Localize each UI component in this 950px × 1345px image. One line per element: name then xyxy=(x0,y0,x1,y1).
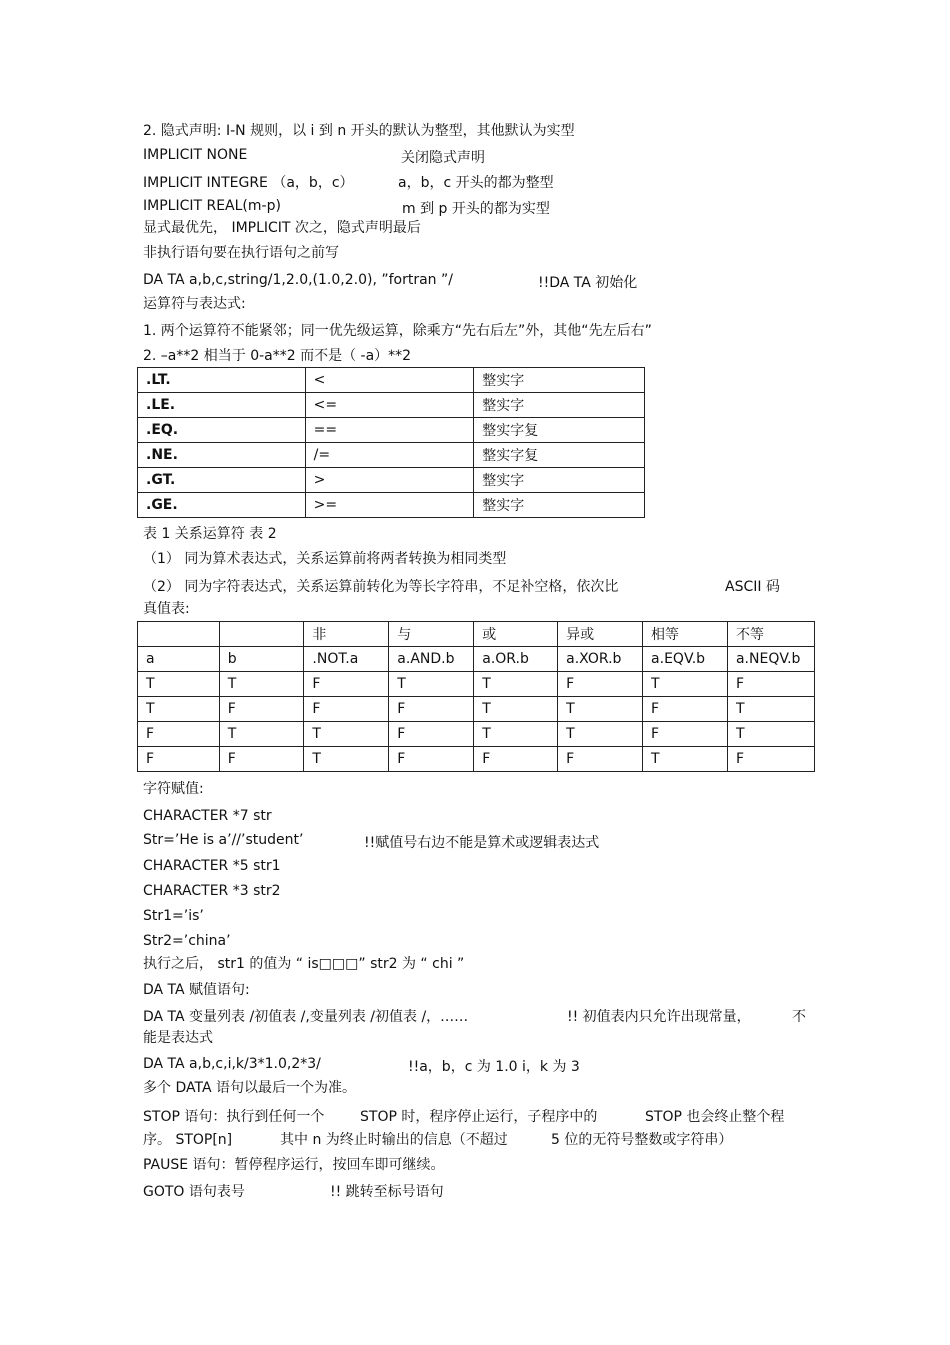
truth-cell: F xyxy=(727,672,814,697)
relational-operator-table xyxy=(137,367,645,518)
data-heading: DA TA 赋值语句: xyxy=(143,982,250,998)
operator-symbol-cell: > xyxy=(305,468,474,493)
truth-table-row xyxy=(138,672,815,697)
truth-cell: F xyxy=(643,722,728,747)
char-decl-3: CHARACTER *3 str2 xyxy=(143,883,281,899)
operator-rule-2: 2. –a**2 相当于 0-a**2 而不是（ -a）**2 xyxy=(143,348,412,364)
operator-keyword-cell: .EQ. xyxy=(138,418,306,443)
truth-cell: a.OR.b xyxy=(474,647,558,672)
truth-cell: F xyxy=(304,672,389,697)
data-syntax-comment-tail: 不 xyxy=(792,1009,806,1025)
truth-cell: F xyxy=(138,722,220,747)
implicit-integer-desc: a，b，c 开头的都为整型 xyxy=(398,175,554,191)
stop-line-1b: STOP 时，程序停止运行，子程序中的 xyxy=(360,1109,598,1125)
truth-cell: T xyxy=(558,722,643,747)
truth-cell: .NOT.a xyxy=(304,647,389,672)
str2-assign: Str2=’china’ xyxy=(143,933,231,949)
truth-cell: T xyxy=(727,722,814,747)
operator-keyword-cell: .LE. xyxy=(138,393,306,418)
truth-cell: T xyxy=(304,747,389,772)
truth-cell: F xyxy=(389,697,474,722)
char-assign-heading: 字符赋值: xyxy=(143,781,204,797)
operand-types-cell: 整实字 xyxy=(474,368,645,393)
implicit-none-code: IMPLICIT NONE xyxy=(143,147,248,163)
implicit-none-desc: 关闭隐式声明 xyxy=(401,150,485,166)
operators-heading: 运算符与表达式: xyxy=(143,296,246,312)
stop-line-2a: 序。 STOP[n] xyxy=(143,1132,233,1148)
relational-row xyxy=(138,393,645,418)
truth-cell: F xyxy=(219,747,304,772)
truth-table-row xyxy=(138,747,815,772)
truth-cell: T xyxy=(474,722,558,747)
str-assign-code: Str=’He is a’//’student’ xyxy=(143,832,304,848)
goto-comment: !! 跳转至标号语句 xyxy=(330,1184,444,1200)
stop-line-2b: 其中 n 为终止时输出的信息（不超过 xyxy=(280,1132,508,1148)
truth-cell: T xyxy=(643,672,728,697)
truth-header-cell: 不等 xyxy=(727,622,814,647)
operand-types-cell: 整实字复 xyxy=(474,418,645,443)
data-example-comment: !!a，b，c 为 1.0 i，k 为 3 xyxy=(408,1059,580,1075)
truth-cell: F xyxy=(138,747,220,772)
relational-row xyxy=(138,468,645,493)
data-syntax: DA TA 变量列表 /初值表 /,变量列表 /初值表 /，…… xyxy=(143,1009,469,1025)
truth-header-cell: 非 xyxy=(304,622,389,647)
operator-keyword-cell: .LT. xyxy=(138,368,306,393)
truth-table-row xyxy=(138,722,815,747)
truth-cell: F xyxy=(558,672,643,697)
truth-cell: T xyxy=(727,697,814,722)
data-syntax-comment: !! 初值表内只允许出现常量， xyxy=(567,1009,751,1025)
relational-row xyxy=(138,368,645,393)
truth-cell: F xyxy=(389,722,474,747)
str1-assign: Str1=’is’ xyxy=(143,908,204,924)
truth-cell: a.EQV.b xyxy=(643,647,728,672)
char-decl-1: CHARACTER *7 str xyxy=(143,808,272,824)
operand-types-cell: 整实字 xyxy=(474,493,645,518)
truth-cell: F xyxy=(474,747,558,772)
stop-line-2c: 5 位的无符号整数或字符串） xyxy=(551,1132,733,1148)
stop-line-1c: STOP 也会终止整个程 xyxy=(645,1109,785,1125)
truth-cell: T xyxy=(474,697,558,722)
truth-table-title: 真值表: xyxy=(143,601,190,617)
truth-cell: F xyxy=(389,747,474,772)
implicit-real-desc: m 到 p 开头的都为实型 xyxy=(402,201,550,217)
operator-keyword-cell: .GT. xyxy=(138,468,306,493)
priority-line: 显式最优先， IMPLICIT 次之，隐式声明最后 xyxy=(143,220,421,236)
data-syntax-cont: 能是表达式 xyxy=(143,1030,213,1046)
truth-header-cell: 或 xyxy=(474,622,558,647)
operator-keyword-cell: .NE. xyxy=(138,443,306,468)
truth-cell: F xyxy=(727,747,814,772)
truth-cell: T xyxy=(138,672,220,697)
data-example-code: DA TA a,b,c,i,k/3*1.0,2*3/ xyxy=(143,1056,321,1072)
relational-row xyxy=(138,418,645,443)
char-result-line: 执行之后， str1 的值为 “ is□□□” str2 为 “ chi ” xyxy=(143,956,465,972)
operator-symbol-cell: <= xyxy=(305,393,474,418)
truth-cell: F xyxy=(643,697,728,722)
truth-cell: T xyxy=(643,747,728,772)
non-executable-line: 非执行语句要在执行语句之前写 xyxy=(143,245,339,261)
implicit-rule-line: 2. 隐式声明: I-N 规则，以 i 到 n 开头的默认为整型，其他默认为实型 xyxy=(143,123,575,139)
stop-line-1a: STOP 语句：执行到任何一个 xyxy=(143,1109,325,1125)
truth-header-cell: 异或 xyxy=(558,622,643,647)
truth-cell: a.AND.b xyxy=(389,647,474,672)
operand-types-cell: 整实字 xyxy=(474,393,645,418)
operator-symbol-cell: /= xyxy=(305,443,474,468)
truth-cell: F xyxy=(219,697,304,722)
note-2-ascii: ASCII 码 xyxy=(725,579,780,595)
operator-symbol-cell: < xyxy=(305,368,474,393)
truth-table-row xyxy=(138,697,815,722)
truth-table xyxy=(137,621,815,772)
pause-line: PAUSE 语句：暂停程序运行，按回车即可继续。 xyxy=(143,1157,445,1173)
truth-cell: T xyxy=(304,722,389,747)
data-init-code: DA TA a,b,c,string/1,2.0,(1.0,2.0), ”fortran ”/ xyxy=(143,272,453,288)
implicit-real-code: IMPLICIT REAL(m-p) xyxy=(143,198,281,214)
truth-cell: a xyxy=(138,647,220,672)
truth-cell: a.NEQV.b xyxy=(727,647,814,672)
truth-cell: F xyxy=(558,747,643,772)
truth-cell: T xyxy=(138,697,220,722)
note-1: （1） 同为算术表达式，关系运算前将两者转换为相同类型 xyxy=(143,551,507,567)
relational-row xyxy=(138,493,645,518)
table-caption: 表 1 关系运算符 表 2 xyxy=(143,526,277,542)
truth-table-row xyxy=(138,647,815,672)
truth-header-cell xyxy=(138,622,220,647)
operand-types-cell: 整实字 xyxy=(474,468,645,493)
str-assign-comment: !!赋值号右边不能是算术或逻辑表达式 xyxy=(364,835,600,851)
note-2: （2） 同为字符表达式，关系运算前转化为等长字符串，不足补空格，依次比 xyxy=(143,579,619,595)
truth-header-cell xyxy=(219,622,304,647)
implicit-integer-code: IMPLICIT INTEGRE （a，b，c） xyxy=(143,175,354,191)
operator-rule-1: 1. 两个运算符不能紧邻；同一优先级运算，除乘方“先右后左”外，其他“先左后右” xyxy=(143,323,652,339)
operator-symbol-cell: == xyxy=(305,418,474,443)
operand-types-cell: 整实字复 xyxy=(474,443,645,468)
relational-row xyxy=(138,443,645,468)
char-decl-2: CHARACTER *5 str1 xyxy=(143,858,281,874)
operator-symbol-cell: >= xyxy=(305,493,474,518)
truth-cell: F xyxy=(304,697,389,722)
truth-cell: T xyxy=(219,722,304,747)
truth-header-cell: 相等 xyxy=(643,622,728,647)
data-init-comment: !!DA TA 初始化 xyxy=(538,275,638,291)
truth-cell: b xyxy=(219,647,304,672)
goto-code: GOTO 语句表号 xyxy=(143,1184,245,1200)
data-multi-note: 多个 DATA 语句以最后一个为准。 xyxy=(143,1080,356,1096)
truth-cell: T xyxy=(219,672,304,697)
truth-cell: T xyxy=(558,697,643,722)
operator-keyword-cell: .GE. xyxy=(138,493,306,518)
truth-cell: T xyxy=(389,672,474,697)
truth-cell: a.XOR.b xyxy=(558,647,643,672)
truth-cell: T xyxy=(474,672,558,697)
truth-header-cell: 与 xyxy=(389,622,474,647)
truth-table-header xyxy=(138,622,815,647)
